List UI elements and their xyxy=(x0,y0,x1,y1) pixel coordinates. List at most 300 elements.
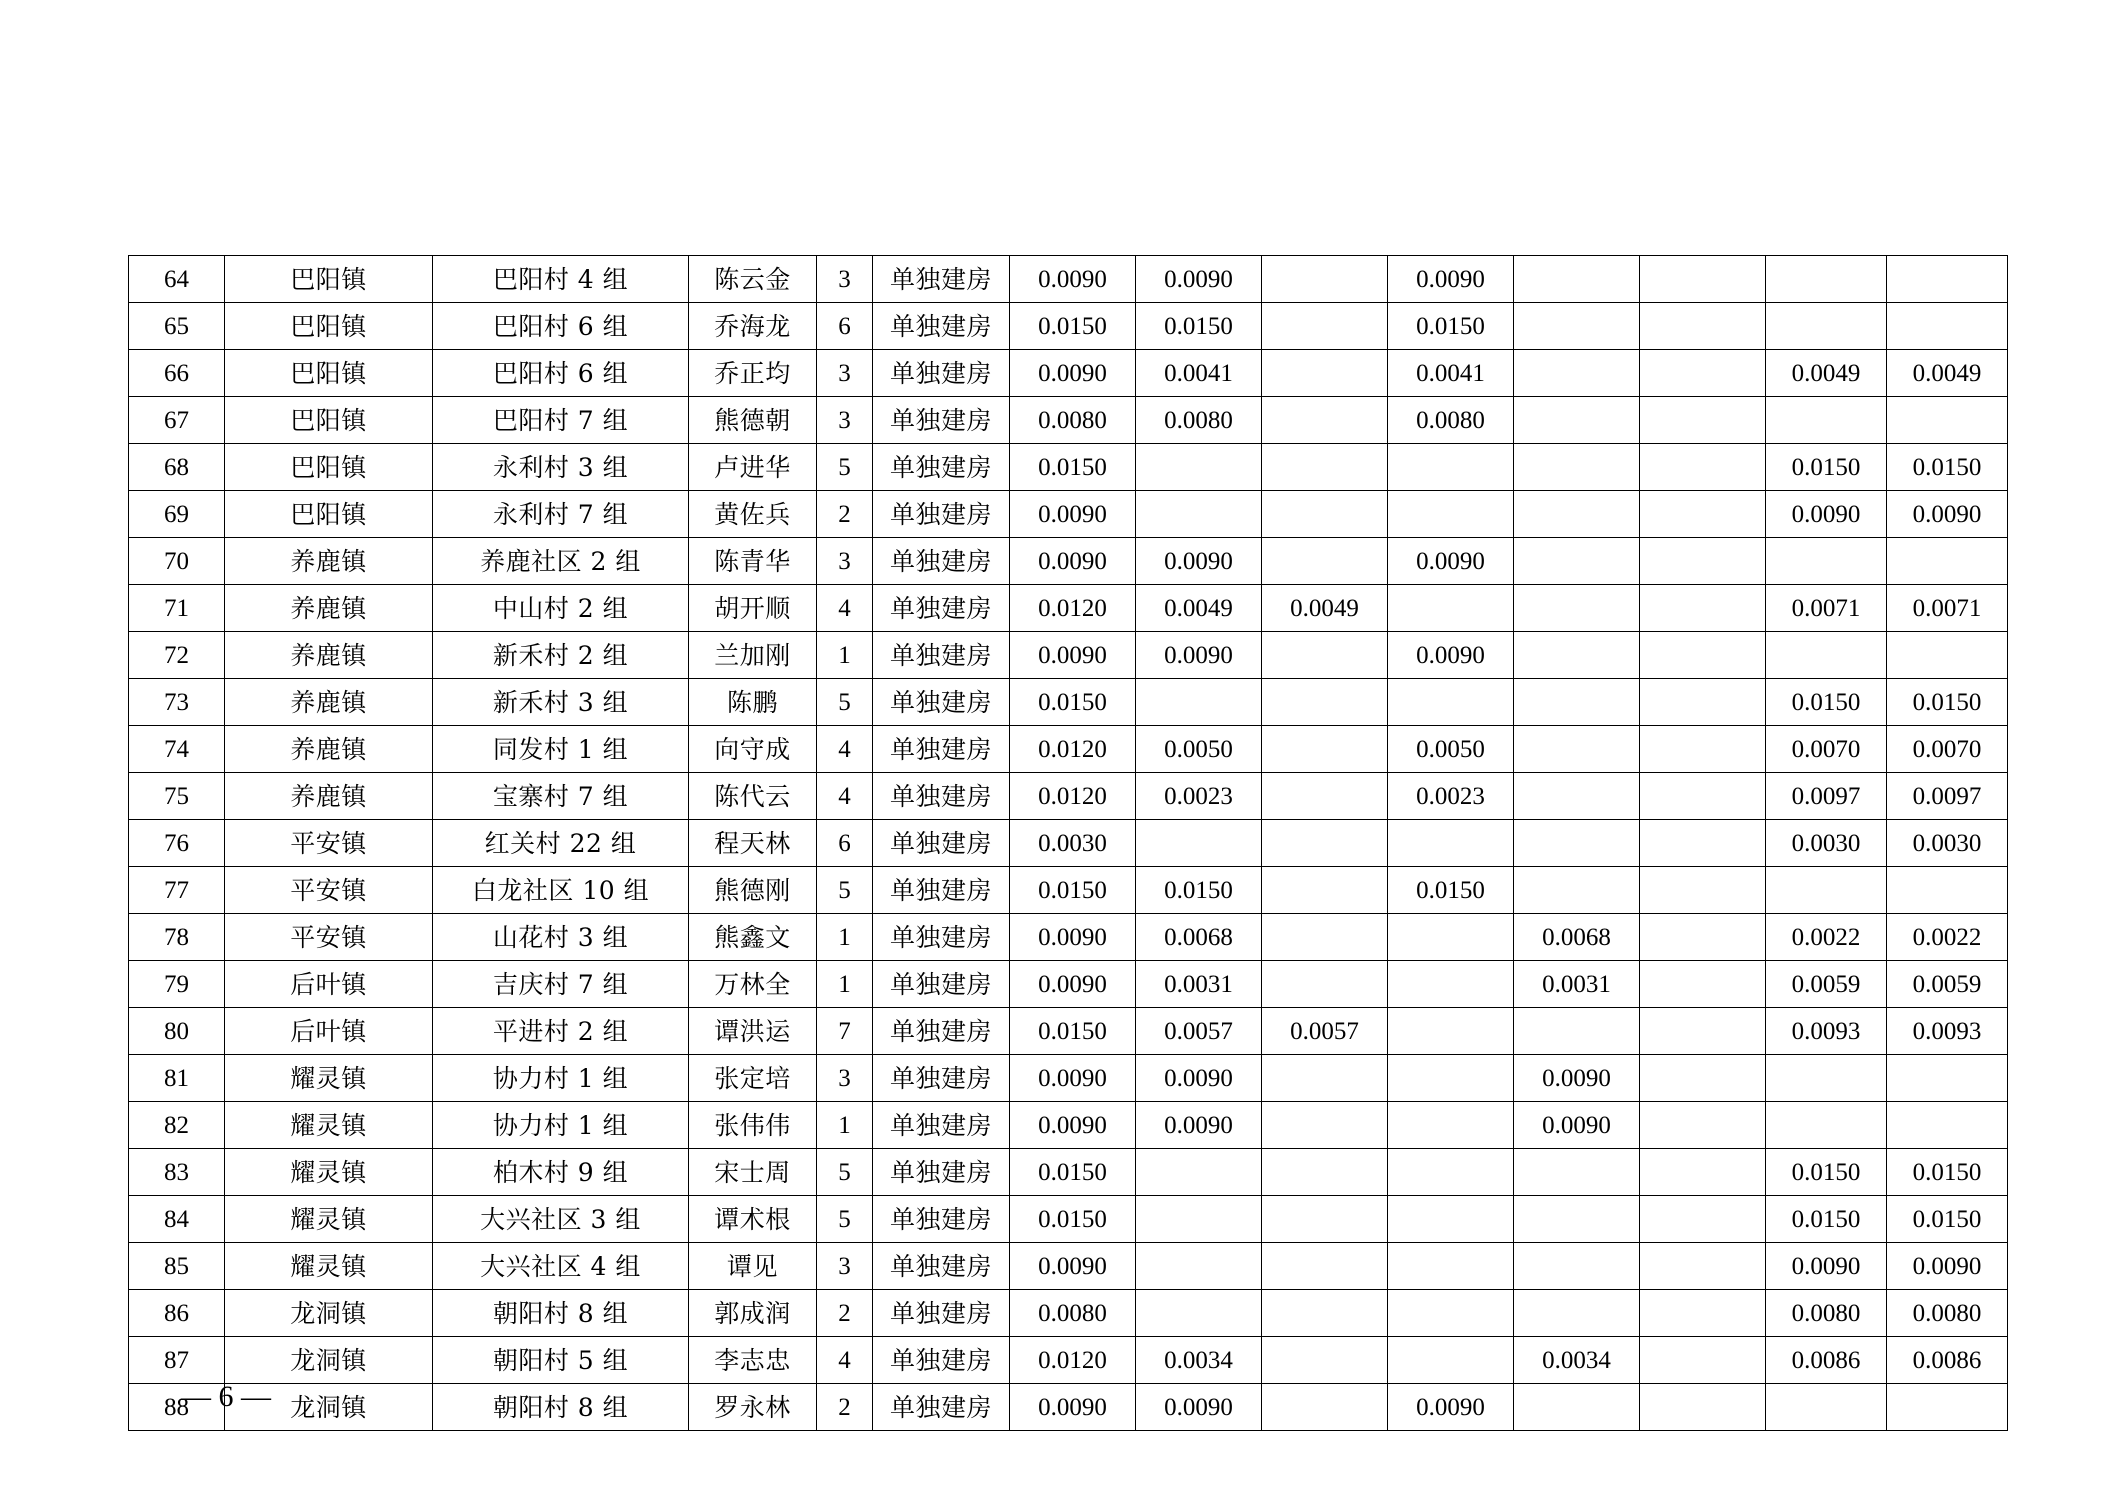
cell-area-2: 0.0031 xyxy=(1136,961,1262,1008)
cell-area-4 xyxy=(1388,1196,1514,1243)
cell-area-4 xyxy=(1388,820,1514,867)
cell-area-3: 0.0049 xyxy=(1262,585,1388,632)
cell-area-8: 0.0097 xyxy=(1887,773,2008,820)
cell-area-1: 0.0090 xyxy=(1010,914,1136,961)
cell-area-2: 0.0090 xyxy=(1136,1384,1262,1431)
cell-area-5 xyxy=(1514,820,1640,867)
cell-village-group: 柏木村 9 组 xyxy=(433,1149,689,1196)
cell-area-7: 0.0059 xyxy=(1766,961,1887,1008)
cell-household-count: 4 xyxy=(817,585,873,632)
cell-area-1: 0.0090 xyxy=(1010,1102,1136,1149)
cell-village-group: 山花村 3 组 xyxy=(433,914,689,961)
cell-area-4 xyxy=(1388,961,1514,1008)
cell-household-count: 5 xyxy=(817,444,873,491)
cell-build-type: 单独建房 xyxy=(873,1008,1010,1055)
cell-village-group: 朝阳村 8 组 xyxy=(433,1384,689,1431)
table-row xyxy=(129,585,2008,632)
table-row xyxy=(129,444,2008,491)
table-row xyxy=(129,632,2008,679)
cell-area-2: 0.0050 xyxy=(1136,726,1262,773)
cell-area-1: 0.0090 xyxy=(1010,491,1136,538)
cell-town: 平安镇 xyxy=(225,820,433,867)
housing-allocation-table-wrapper xyxy=(128,255,1983,1431)
cell-village-group: 养鹿社区 2 组 xyxy=(433,538,689,585)
cell-build-type: 单独建房 xyxy=(873,444,1010,491)
cell-area-4: 0.0041 xyxy=(1388,350,1514,397)
cell-build-type: 单独建房 xyxy=(873,1055,1010,1102)
cell-town: 养鹿镇 xyxy=(225,726,433,773)
table-row xyxy=(129,350,2008,397)
cell-area-1: 0.0150 xyxy=(1010,867,1136,914)
cell-area-6 xyxy=(1640,1149,1766,1196)
cell-area-3 xyxy=(1262,491,1388,538)
cell-area-8 xyxy=(1887,256,2008,303)
cell-area-6 xyxy=(1640,1102,1766,1149)
cell-area-6 xyxy=(1640,1196,1766,1243)
cell-area-1: 0.0090 xyxy=(1010,538,1136,585)
cell-area-3 xyxy=(1262,538,1388,585)
cell-area-6 xyxy=(1640,256,1766,303)
cell-area-2 xyxy=(1136,1196,1262,1243)
cell-area-1: 0.0090 xyxy=(1010,1243,1136,1290)
cell-village-group: 中山村 2 组 xyxy=(433,585,689,632)
cell-serial-number: 66 xyxy=(129,350,225,397)
cell-area-2 xyxy=(1136,1290,1262,1337)
cell-area-7: 0.0022 xyxy=(1766,914,1887,961)
cell-serial-number: 69 xyxy=(129,491,225,538)
cell-serial-number: 82 xyxy=(129,1102,225,1149)
cell-area-7 xyxy=(1766,256,1887,303)
cell-serial-number: 67 xyxy=(129,397,225,444)
cell-area-3 xyxy=(1262,1243,1388,1290)
cell-build-type: 单独建房 xyxy=(873,961,1010,1008)
page-number: — 6 — xyxy=(181,1380,271,1413)
cell-serial-number: 86 xyxy=(129,1290,225,1337)
cell-area-1: 0.0090 xyxy=(1010,1384,1136,1431)
cell-area-7: 0.0090 xyxy=(1766,491,1887,538)
cell-household-count: 3 xyxy=(817,256,873,303)
cell-area-4 xyxy=(1388,1055,1514,1102)
cell-area-4 xyxy=(1388,1290,1514,1337)
cell-person-name: 张伟伟 xyxy=(689,1102,817,1149)
cell-area-8: 0.0059 xyxy=(1887,961,2008,1008)
cell-area-2: 0.0023 xyxy=(1136,773,1262,820)
cell-area-3 xyxy=(1262,820,1388,867)
cell-area-6 xyxy=(1640,538,1766,585)
cell-area-4 xyxy=(1388,444,1514,491)
cell-person-name: 陈代云 xyxy=(689,773,817,820)
cell-village-group: 巴阳村 7 组 xyxy=(433,397,689,444)
cell-area-2 xyxy=(1136,679,1262,726)
cell-area-3 xyxy=(1262,350,1388,397)
cell-area-2 xyxy=(1136,491,1262,538)
cell-serial-number: 75 xyxy=(129,773,225,820)
table-row xyxy=(129,1008,2008,1055)
cell-serial-number: 80 xyxy=(129,1008,225,1055)
cell-person-name: 陈鹏 xyxy=(689,679,817,726)
cell-area-6 xyxy=(1640,1337,1766,1384)
cell-area-1: 0.0120 xyxy=(1010,585,1136,632)
cell-area-2 xyxy=(1136,1149,1262,1196)
cell-serial-number: 81 xyxy=(129,1055,225,1102)
cell-area-1: 0.0090 xyxy=(1010,632,1136,679)
cell-area-3 xyxy=(1262,303,1388,350)
cell-household-count: 5 xyxy=(817,679,873,726)
table-row xyxy=(129,303,2008,350)
table-row xyxy=(129,491,2008,538)
cell-area-7 xyxy=(1766,397,1887,444)
cell-person-name: 罗永林 xyxy=(689,1384,817,1431)
cell-household-count: 4 xyxy=(817,1337,873,1384)
cell-build-type: 单独建房 xyxy=(873,1243,1010,1290)
cell-serial-number: 76 xyxy=(129,820,225,867)
cell-household-count: 3 xyxy=(817,1055,873,1102)
cell-area-5 xyxy=(1514,1243,1640,1290)
cell-serial-number: 72 xyxy=(129,632,225,679)
cell-area-6 xyxy=(1640,1290,1766,1337)
cell-person-name: 陈青华 xyxy=(689,538,817,585)
table-row xyxy=(129,773,2008,820)
cell-household-count: 1 xyxy=(817,632,873,679)
cell-serial-number: 83 xyxy=(129,1149,225,1196)
cell-town: 巴阳镇 xyxy=(225,444,433,491)
cell-area-3: 0.0057 xyxy=(1262,1008,1388,1055)
cell-area-3 xyxy=(1262,632,1388,679)
cell-area-4: 0.0090 xyxy=(1388,256,1514,303)
cell-area-3 xyxy=(1262,1102,1388,1149)
cell-build-type: 单独建房 xyxy=(873,491,1010,538)
table-row xyxy=(129,961,2008,1008)
cell-area-4: 0.0080 xyxy=(1388,397,1514,444)
cell-area-8: 0.0071 xyxy=(1887,585,2008,632)
cell-area-4: 0.0090 xyxy=(1388,632,1514,679)
cell-area-5 xyxy=(1514,632,1640,679)
cell-household-count: 2 xyxy=(817,1290,873,1337)
table-row xyxy=(129,726,2008,773)
cell-area-5: 0.0034 xyxy=(1514,1337,1640,1384)
cell-household-count: 4 xyxy=(817,726,873,773)
cell-person-name: 黄佐兵 xyxy=(689,491,817,538)
cell-village-group: 永利村 3 组 xyxy=(433,444,689,491)
cell-area-8 xyxy=(1887,397,2008,444)
cell-person-name: 乔海龙 xyxy=(689,303,817,350)
cell-area-8: 0.0090 xyxy=(1887,1243,2008,1290)
cell-area-2: 0.0068 xyxy=(1136,914,1262,961)
cell-town: 耀灵镇 xyxy=(225,1055,433,1102)
cell-area-5: 0.0090 xyxy=(1514,1102,1640,1149)
cell-town: 耀灵镇 xyxy=(225,1149,433,1196)
cell-town: 养鹿镇 xyxy=(225,585,433,632)
cell-area-6 xyxy=(1640,585,1766,632)
page-footer xyxy=(0,1380,2102,1414)
cell-area-2: 0.0041 xyxy=(1136,350,1262,397)
cell-household-count: 5 xyxy=(817,1149,873,1196)
cell-build-type: 单独建房 xyxy=(873,1196,1010,1243)
cell-person-name: 郭成润 xyxy=(689,1290,817,1337)
cell-person-name: 谭见 xyxy=(689,1243,817,1290)
cell-area-6 xyxy=(1640,820,1766,867)
cell-household-count: 3 xyxy=(817,538,873,585)
cell-person-name: 陈云金 xyxy=(689,256,817,303)
cell-area-1: 0.0150 xyxy=(1010,1149,1136,1196)
table-row xyxy=(129,1102,2008,1149)
cell-area-8: 0.0090 xyxy=(1887,491,2008,538)
cell-person-name: 熊德朝 xyxy=(689,397,817,444)
table-row xyxy=(129,256,2008,303)
cell-build-type: 单独建房 xyxy=(873,303,1010,350)
cell-village-group: 新禾村 3 组 xyxy=(433,679,689,726)
cell-person-name: 熊德刚 xyxy=(689,867,817,914)
cell-build-type: 单独建房 xyxy=(873,773,1010,820)
cell-town: 耀灵镇 xyxy=(225,1196,433,1243)
cell-person-name: 谭术根 xyxy=(689,1196,817,1243)
cell-serial-number: 77 xyxy=(129,867,225,914)
cell-area-4 xyxy=(1388,1102,1514,1149)
cell-build-type: 单独建房 xyxy=(873,1384,1010,1431)
cell-person-name: 李志忠 xyxy=(689,1337,817,1384)
cell-village-group: 巴阳村 4 组 xyxy=(433,256,689,303)
cell-area-8: 0.0150 xyxy=(1887,444,2008,491)
cell-town: 养鹿镇 xyxy=(225,538,433,585)
cell-build-type: 单独建房 xyxy=(873,914,1010,961)
cell-area-3 xyxy=(1262,1055,1388,1102)
cell-build-type: 单独建房 xyxy=(873,397,1010,444)
cell-area-4 xyxy=(1388,491,1514,538)
cell-household-count: 5 xyxy=(817,867,873,914)
cell-household-count: 2 xyxy=(817,491,873,538)
cell-person-name: 张定培 xyxy=(689,1055,817,1102)
cell-area-7 xyxy=(1766,1055,1887,1102)
cell-area-2: 0.0090 xyxy=(1136,538,1262,585)
cell-area-1: 0.0090 xyxy=(1010,350,1136,397)
cell-area-1: 0.0090 xyxy=(1010,256,1136,303)
cell-area-1: 0.0080 xyxy=(1010,1290,1136,1337)
cell-area-4 xyxy=(1388,1243,1514,1290)
cell-area-1: 0.0080 xyxy=(1010,397,1136,444)
cell-area-4 xyxy=(1388,1149,1514,1196)
cell-area-6 xyxy=(1640,303,1766,350)
cell-area-7: 0.0080 xyxy=(1766,1290,1887,1337)
cell-town: 巴阳镇 xyxy=(225,350,433,397)
cell-area-8 xyxy=(1887,538,2008,585)
cell-area-5 xyxy=(1514,538,1640,585)
cell-serial-number: 71 xyxy=(129,585,225,632)
cell-area-2: 0.0090 xyxy=(1136,1102,1262,1149)
cell-serial-number: 64 xyxy=(129,256,225,303)
cell-area-6 xyxy=(1640,350,1766,397)
cell-area-4: 0.0023 xyxy=(1388,773,1514,820)
cell-town: 巴阳镇 xyxy=(225,256,433,303)
cell-area-2: 0.0057 xyxy=(1136,1008,1262,1055)
cell-area-7: 0.0070 xyxy=(1766,726,1887,773)
cell-town: 后叶镇 xyxy=(225,961,433,1008)
cell-area-5 xyxy=(1514,444,1640,491)
table-row xyxy=(129,1243,2008,1290)
cell-town: 巴阳镇 xyxy=(225,397,433,444)
cell-household-count: 7 xyxy=(817,1008,873,1055)
cell-area-2: 0.0150 xyxy=(1136,303,1262,350)
table-row xyxy=(129,1055,2008,1102)
cell-household-count: 1 xyxy=(817,961,873,1008)
cell-area-1: 0.0150 xyxy=(1010,444,1136,491)
cell-area-4: 0.0050 xyxy=(1388,726,1514,773)
cell-area-3 xyxy=(1262,773,1388,820)
cell-area-5 xyxy=(1514,867,1640,914)
cell-area-7 xyxy=(1766,303,1887,350)
cell-area-5 xyxy=(1514,585,1640,632)
cell-village-group: 巴阳村 6 组 xyxy=(433,350,689,397)
cell-area-4: 0.0150 xyxy=(1388,867,1514,914)
cell-town: 平安镇 xyxy=(225,867,433,914)
cell-area-6 xyxy=(1640,632,1766,679)
table-row xyxy=(129,820,2008,867)
cell-area-3 xyxy=(1262,914,1388,961)
cell-area-1: 0.0150 xyxy=(1010,679,1136,726)
cell-area-2: 0.0090 xyxy=(1136,632,1262,679)
cell-area-4: 0.0150 xyxy=(1388,303,1514,350)
cell-town: 巴阳镇 xyxy=(225,491,433,538)
cell-person-name: 乔正均 xyxy=(689,350,817,397)
cell-area-3 xyxy=(1262,679,1388,726)
cell-town: 养鹿镇 xyxy=(225,773,433,820)
cell-town: 后叶镇 xyxy=(225,1008,433,1055)
table-row xyxy=(129,1149,2008,1196)
cell-area-1: 0.0030 xyxy=(1010,820,1136,867)
cell-serial-number: 85 xyxy=(129,1243,225,1290)
cell-area-5 xyxy=(1514,1196,1640,1243)
cell-build-type: 单独建房 xyxy=(873,1149,1010,1196)
cell-area-4 xyxy=(1388,1008,1514,1055)
cell-area-1: 0.0150 xyxy=(1010,1196,1136,1243)
cell-village-group: 协力村 1 组 xyxy=(433,1055,689,1102)
table-row xyxy=(129,1290,2008,1337)
cell-person-name: 向守成 xyxy=(689,726,817,773)
cell-area-4: 0.0090 xyxy=(1388,1384,1514,1431)
cell-serial-number: 84 xyxy=(129,1196,225,1243)
cell-village-group: 新禾村 2 组 xyxy=(433,632,689,679)
cell-town: 养鹿镇 xyxy=(225,632,433,679)
cell-area-7: 0.0097 xyxy=(1766,773,1887,820)
cell-serial-number: 88 xyxy=(129,1384,225,1431)
cell-area-6 xyxy=(1640,961,1766,1008)
cell-person-name: 万林全 xyxy=(689,961,817,1008)
cell-village-group: 巴阳村 6 组 xyxy=(433,303,689,350)
cell-area-7 xyxy=(1766,1102,1887,1149)
cell-person-name: 谭洪运 xyxy=(689,1008,817,1055)
cell-household-count: 4 xyxy=(817,773,873,820)
cell-village-group: 大兴社区 4 组 xyxy=(433,1243,689,1290)
table-row xyxy=(129,538,2008,585)
cell-area-2: 0.0049 xyxy=(1136,585,1262,632)
cell-village-group: 朝阳村 8 组 xyxy=(433,1290,689,1337)
cell-area-6 xyxy=(1640,679,1766,726)
cell-town: 巴阳镇 xyxy=(225,303,433,350)
cell-serial-number: 78 xyxy=(129,914,225,961)
cell-area-1: 0.0120 xyxy=(1010,1337,1136,1384)
cell-build-type: 单独建房 xyxy=(873,820,1010,867)
cell-build-type: 单独建房 xyxy=(873,1337,1010,1384)
cell-build-type: 单独建房 xyxy=(873,256,1010,303)
cell-village-group: 白龙社区 10 组 xyxy=(433,867,689,914)
cell-area-4 xyxy=(1388,585,1514,632)
cell-household-count: 1 xyxy=(817,914,873,961)
cell-build-type: 单独建房 xyxy=(873,1290,1010,1337)
cell-build-type: 单独建房 xyxy=(873,1102,1010,1149)
cell-area-5 xyxy=(1514,491,1640,538)
cell-town: 龙洞镇 xyxy=(225,1384,433,1431)
cell-area-3 xyxy=(1262,867,1388,914)
housing-allocation-table xyxy=(128,255,2008,1431)
table-row xyxy=(129,397,2008,444)
cell-area-6 xyxy=(1640,397,1766,444)
cell-area-2: 0.0150 xyxy=(1136,867,1262,914)
cell-area-6 xyxy=(1640,491,1766,538)
cell-village-group: 永利村 7 组 xyxy=(433,491,689,538)
cell-area-3 xyxy=(1262,444,1388,491)
cell-area-5: 0.0090 xyxy=(1514,1055,1640,1102)
cell-build-type: 单独建房 xyxy=(873,679,1010,726)
cell-area-8 xyxy=(1887,867,2008,914)
cell-area-4 xyxy=(1388,1337,1514,1384)
cell-area-5 xyxy=(1514,679,1640,726)
cell-area-8: 0.0150 xyxy=(1887,679,2008,726)
cell-area-6 xyxy=(1640,444,1766,491)
cell-person-name: 胡开顺 xyxy=(689,585,817,632)
cell-village-group: 同发村 1 组 xyxy=(433,726,689,773)
cell-area-7: 0.0093 xyxy=(1766,1008,1887,1055)
cell-village-group: 宝寨村 7 组 xyxy=(433,773,689,820)
cell-area-8: 0.0150 xyxy=(1887,1196,2008,1243)
cell-area-5 xyxy=(1514,1149,1640,1196)
cell-area-7: 0.0150 xyxy=(1766,1196,1887,1243)
table-row xyxy=(129,1337,2008,1384)
cell-area-3 xyxy=(1262,1149,1388,1196)
cell-area-8: 0.0030 xyxy=(1887,820,2008,867)
cell-area-3 xyxy=(1262,1290,1388,1337)
cell-person-name: 熊鑫文 xyxy=(689,914,817,961)
cell-build-type: 单独建房 xyxy=(873,726,1010,773)
cell-village-group: 平进村 2 组 xyxy=(433,1008,689,1055)
cell-area-8: 0.0070 xyxy=(1887,726,2008,773)
cell-household-count: 3 xyxy=(817,350,873,397)
cell-person-name: 兰加刚 xyxy=(689,632,817,679)
cell-area-2: 0.0080 xyxy=(1136,397,1262,444)
cell-area-6 xyxy=(1640,914,1766,961)
cell-area-6 xyxy=(1640,1243,1766,1290)
cell-area-4 xyxy=(1388,679,1514,726)
cell-area-5 xyxy=(1514,303,1640,350)
cell-town: 龙洞镇 xyxy=(225,1290,433,1337)
cell-household-count: 6 xyxy=(817,820,873,867)
cell-household-count: 1 xyxy=(817,1102,873,1149)
cell-area-3 xyxy=(1262,1337,1388,1384)
cell-build-type: 单独建房 xyxy=(873,867,1010,914)
cell-area-6 xyxy=(1640,773,1766,820)
cell-area-5 xyxy=(1514,726,1640,773)
cell-area-2 xyxy=(1136,820,1262,867)
cell-build-type: 单独建房 xyxy=(873,632,1010,679)
cell-area-1: 0.0090 xyxy=(1010,961,1136,1008)
cell-area-7 xyxy=(1766,632,1887,679)
table-row xyxy=(129,914,2008,961)
cell-serial-number: 70 xyxy=(129,538,225,585)
cell-serial-number: 74 xyxy=(129,726,225,773)
cell-area-8: 0.0022 xyxy=(1887,914,2008,961)
cell-area-2: 0.0090 xyxy=(1136,256,1262,303)
cell-area-7: 0.0150 xyxy=(1766,1149,1887,1196)
cell-area-1: 0.0150 xyxy=(1010,1008,1136,1055)
cell-area-5 xyxy=(1514,1290,1640,1337)
